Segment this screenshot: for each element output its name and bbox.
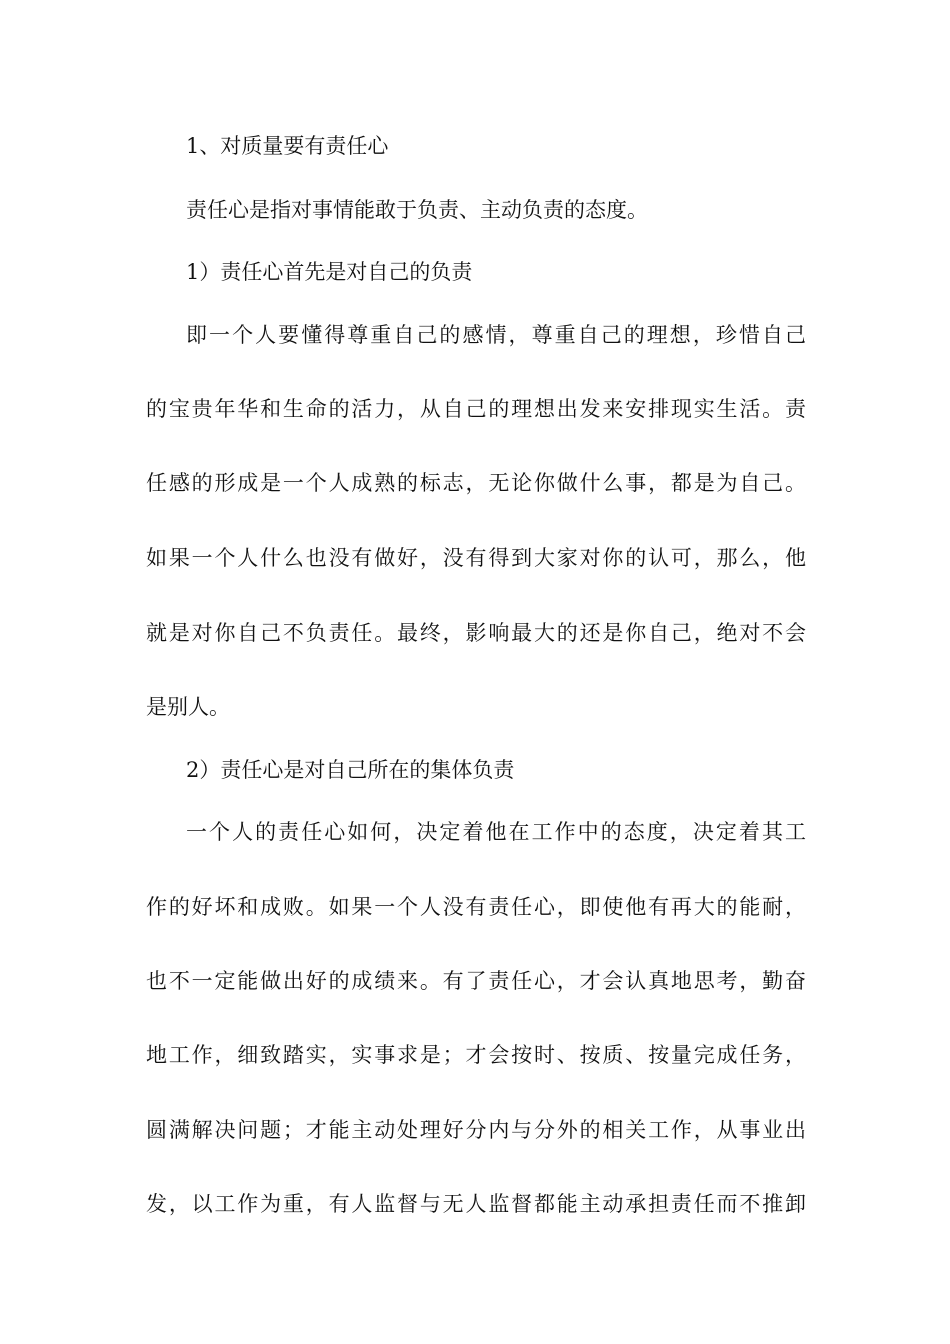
paragraph-line: 发，以工作为重，有人监督与无人监督都能主动承担责任而不推卸 — [146, 1192, 806, 1216]
paragraph-line: 地工作，细致踏实，实事求是；才会按时、按质、按量完成任务， — [146, 1043, 806, 1067]
subheading-2: 2）责任心是对自己所在的集体负责 — [186, 758, 515, 782]
section-heading: 1、对质量要有责任心 — [186, 134, 389, 158]
subheading-1: 1）责任心首先是对自己的负责 — [186, 260, 473, 284]
paragraph-line: 任感的形成是一个人成熟的标志，无论你做什么事，都是为自己。 — [146, 471, 806, 495]
paragraph-line: 如果一个人什么也没有做好，没有得到大家对你的认可，那么，他 — [146, 546, 806, 570]
paragraph-line: 圆满解决问题；才能主动处理好分内与分外的相关工作，从事业出 — [146, 1118, 806, 1142]
paragraph-line: 是别人。 — [146, 695, 230, 719]
paragraph-line: 的宝贵年华和生命的活力，从自己的理想出发来安排现实生活。责 — [146, 397, 806, 421]
paragraph-line: 作的好坏和成败。如果一个人没有责任心，即使他有再大的能耐， — [146, 895, 806, 919]
paragraph-line: 责任心是指对事情能敢于负责、主动负责的态度。 — [186, 198, 648, 222]
paragraph-line: 就是对你自己不负责任。最终，影响最大的还是你自己，绝对不会 — [146, 621, 806, 645]
paragraph-line: 即一个人要懂得尊重自己的感情，尊重自己的理想，珍惜自己 — [186, 323, 806, 347]
paragraph-line: 也不一定能做出好的成绩来。有了责任心，才会认真地思考，勤奋 — [146, 969, 806, 993]
paragraph-line: 一个人的责任心如何，决定着他在工作中的态度，决定着其工 — [186, 820, 806, 844]
